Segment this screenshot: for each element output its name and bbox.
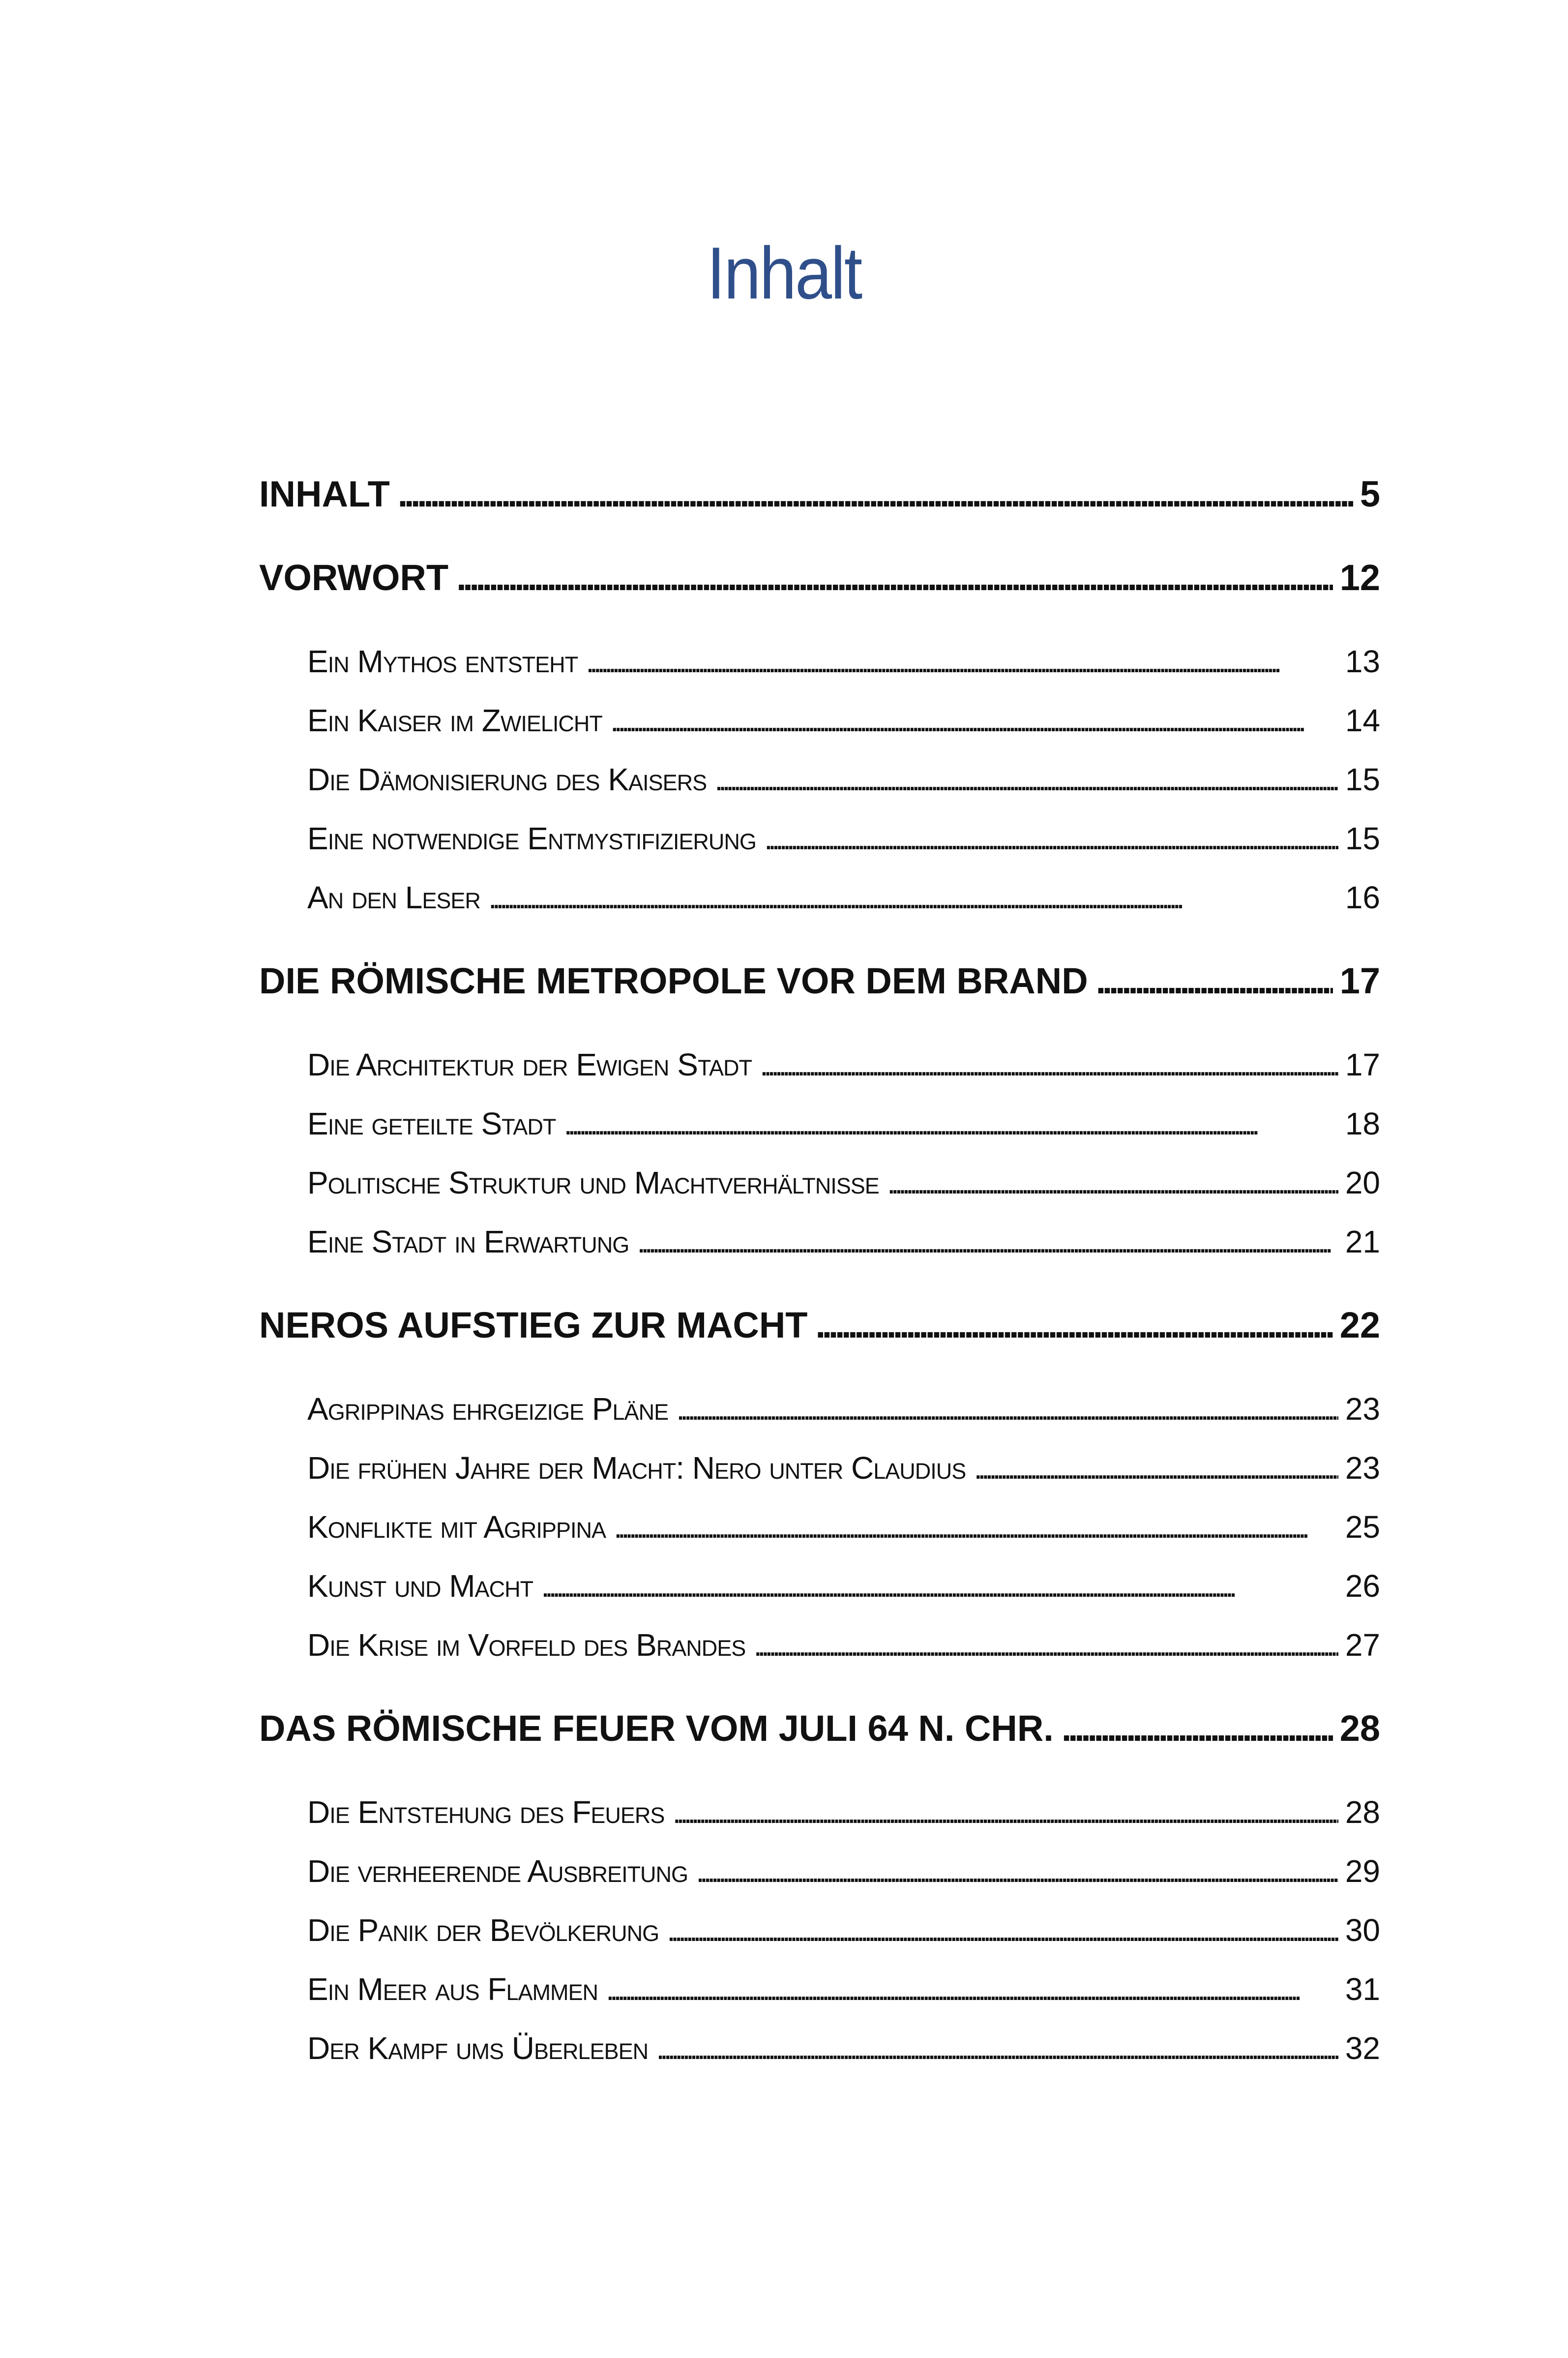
toc-section[interactable] xyxy=(307,1161,1380,1205)
toc-entry-title: Ein Mythos entsteht xyxy=(307,644,578,679)
toc-entry-title: Ein Meer aus Flammen xyxy=(307,1971,598,2007)
toc-page-number: 17 xyxy=(1345,1047,1380,1082)
toc-page-number: 32 xyxy=(1345,2030,1380,2066)
toc-page-number: 23 xyxy=(1345,1391,1380,1427)
toc-section[interactable] xyxy=(307,1043,1380,1087)
toc-page-number: 17 xyxy=(1339,960,1380,1001)
toc-entry-title: Kunst und Macht xyxy=(307,1568,533,1604)
toc-chapter-inhalt[interactable] xyxy=(259,472,1380,516)
toc-page-number: 13 xyxy=(1345,644,1380,679)
toc-section[interactable] xyxy=(307,1387,1380,1431)
dot-leader xyxy=(637,1220,1338,1264)
toc-chapter-vorwort[interactable] xyxy=(259,556,1380,600)
toc-page-number: 27 xyxy=(1345,1627,1380,1663)
dot-leader xyxy=(1096,959,1333,1003)
toc-entry-title: Eine Stadt in Erwartung xyxy=(307,1224,629,1259)
toc-entry-title: Die Panik der Bevölkerung xyxy=(307,1912,659,1948)
toc-entry-title: Die Entstehung des Feuers xyxy=(307,1794,665,1830)
toc-page-number: 28 xyxy=(1345,1794,1380,1830)
toc-page-number: 22 xyxy=(1339,1305,1380,1345)
toc-entry-title: INHALT xyxy=(259,474,390,514)
toc-entry-title: Die Krise im Vorfeld des Brandes xyxy=(307,1627,746,1663)
toc-entry-title: Die Architektur der Ewigen Stadt xyxy=(307,1047,752,1082)
toc-section[interactable] xyxy=(307,1446,1380,1490)
toc-page-number: 16 xyxy=(1345,880,1380,915)
toc-page-number: 26 xyxy=(1345,1568,1380,1604)
toc-page-number: 15 xyxy=(1345,821,1380,856)
dot-leader xyxy=(586,639,1338,684)
toc-entry-title: Konflikte mit Agrippina xyxy=(307,1509,606,1545)
toc-section[interactable] xyxy=(307,2026,1380,2070)
toc-section[interactable] xyxy=(307,816,1380,861)
toc-page-number: 25 xyxy=(1345,1509,1380,1545)
dot-leader xyxy=(887,1161,1338,1205)
toc-section[interactable] xyxy=(307,1623,1380,1667)
toc-entry-title: Eine geteilte Stadt xyxy=(307,1106,556,1141)
dot-leader xyxy=(667,1908,1338,1952)
toc-entry-title: Die frühen Jahre der Macht: Nero unter Claudius xyxy=(307,1450,966,1486)
toc-entry-title: Politische Struktur und Machtverhältnisse xyxy=(307,1165,879,1200)
toc-page-number: 15 xyxy=(1345,762,1380,797)
toc-section[interactable] xyxy=(307,1908,1380,1952)
toc-page-number: 23 xyxy=(1345,1450,1380,1486)
toc-page-number: 14 xyxy=(1345,703,1380,738)
toc-entry-title: Die Dämonisierung des Kaisers xyxy=(307,762,707,797)
toc-page-number: 30 xyxy=(1345,1912,1380,1948)
dot-leader xyxy=(696,1849,1338,1893)
toc-entry-title: Agrippinas ehrgeizige Pläne xyxy=(307,1391,669,1427)
toc-entry-title: Die verheerende Ausbreitung xyxy=(307,1853,688,1889)
dot-leader xyxy=(1062,1706,1333,1751)
dot-leader xyxy=(815,1303,1332,1347)
toc-section[interactable] xyxy=(307,1967,1380,2011)
toc-entry-title: Der Kampf ums Überleben xyxy=(307,2030,649,2066)
dot-leader xyxy=(610,698,1338,743)
dot-leader xyxy=(672,1790,1338,1834)
dot-leader xyxy=(656,2026,1338,2070)
toc-page-number: 18 xyxy=(1345,1106,1380,1141)
dot-leader xyxy=(398,472,1353,516)
toc-entry-title: NEROS AUFSTIEG ZUR MACHT xyxy=(259,1305,808,1345)
toc-section[interactable] xyxy=(307,1102,1380,1146)
dot-leader xyxy=(456,556,1333,600)
toc-page-number: 5 xyxy=(1360,474,1380,514)
toc-entry-title: VORWORT xyxy=(259,557,449,598)
dot-leader xyxy=(764,816,1338,861)
toc-section[interactable] xyxy=(307,1505,1380,1549)
toc-section[interactable] xyxy=(307,698,1380,743)
toc-section[interactable] xyxy=(307,1790,1380,1834)
toc-section[interactable] xyxy=(307,1220,1380,1264)
toc-chapter-feuer[interactable] xyxy=(259,1706,1380,1751)
dot-leader xyxy=(714,757,1338,802)
toc-section[interactable] xyxy=(307,639,1380,684)
toc-entry-title: DAS RÖMISCHE FEUER VOM JULI 64 N. CHR. xyxy=(259,1708,1054,1749)
toc-section[interactable] xyxy=(307,875,1380,920)
dot-leader xyxy=(753,1623,1338,1667)
toc-section[interactable] xyxy=(307,1849,1380,1893)
dot-leader xyxy=(760,1043,1338,1087)
toc-page-number: 28 xyxy=(1339,1708,1380,1749)
toc-page-number: 31 xyxy=(1345,1971,1380,2007)
toc-section[interactable] xyxy=(307,757,1380,802)
toc-entry-title: Ein Kaiser im Zwielicht xyxy=(307,703,602,738)
dot-leader xyxy=(676,1387,1338,1431)
dot-leader xyxy=(614,1505,1338,1549)
toc-entry-title: An den Leser xyxy=(307,880,480,915)
toc-page-number: 29 xyxy=(1345,1853,1380,1889)
toc-chapter-aufstieg[interactable] xyxy=(259,1303,1380,1347)
toc-entry-title: DIE RÖMISCHE METROPOLE VOR DEM BRAND xyxy=(259,960,1088,1001)
toc-chapter-metropole[interactable] xyxy=(259,959,1380,1003)
dot-leader xyxy=(606,1967,1338,2011)
toc-section[interactable] xyxy=(307,1564,1380,1608)
page-title: Inhalt xyxy=(707,232,861,314)
dot-leader xyxy=(974,1446,1338,1490)
toc-entry-title: Eine notwendige Entmystifizierung xyxy=(307,821,756,856)
toc-page-number: 12 xyxy=(1339,557,1380,598)
dot-leader xyxy=(488,875,1338,920)
toc-page-number: 21 xyxy=(1345,1224,1380,1259)
dot-leader xyxy=(541,1564,1338,1608)
toc-page-number: 20 xyxy=(1345,1165,1380,1200)
dot-leader xyxy=(563,1102,1338,1146)
